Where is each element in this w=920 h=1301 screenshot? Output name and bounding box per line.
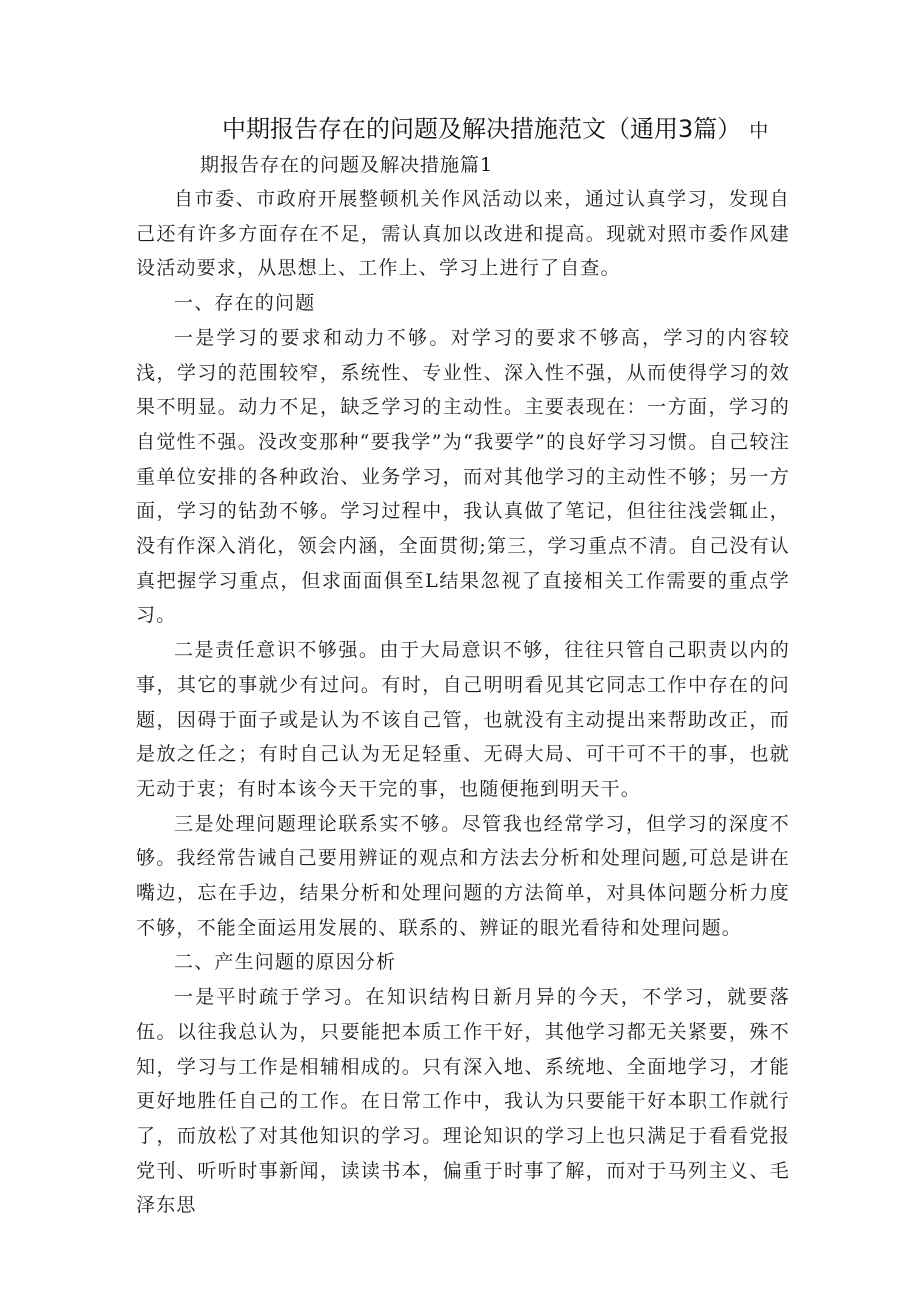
section-heading: 二、产生问题的原因分析 xyxy=(174,951,397,974)
title-text: 中期报告存在的问题及解决措施范文（通用3篇） xyxy=(222,115,742,143)
title-tail: 中 xyxy=(749,120,769,142)
section-heading: 一、存在的问题 xyxy=(174,292,316,315)
paragraph: 一是学习的要求和动力不够。对学习的要求不够高，学习的内容较浅，学习的范围较窄，系统性、专业性、深入性不强，从而使得学习的效果不明显。动力不足，缺乏学习的主动性。主要表现在：一方面，学习的自觉性不强。没改变那种“要我学”为“我要学”的良好学习习惯。自己较注重单位安排的各种政治、业务学习，而对其他学习的主动性不够；另一方面，学习的钻劲不够。学习过程中，我认真做了笔记，但往往浅尝辄止，没有作深入消化，领会内涵，全面贯彻;第三，学习重点不清。自己没有认真把握学习重点，但求面面俱至L结果忽视了直接相关工作需要的重点学习。 xyxy=(136,326,791,627)
paragraph: 自市委、市政府开展整顿机关作风活动以来，通过认真学习，发现自己还有许多方面存在不足，需认真加以改进和提高。现就对照市委作风建设活动要求，从思想上、工作上、学习上进行了自查。 xyxy=(136,188,790,280)
paragraph: 一是平时疏于学习。在知识结构日新月异的今天，不学习，就要落伍。以往我总认为，只要能把本质工作干好，其他学习都无关紧要，殊不知，学习与工作是相辅相成的。只有深入地、系统地、全面地学习，才能更好地胜任自己的工作。在日常工作中，我认为只要能干好本职工作就行了，而放松了对其他知识的学习。理论知识的学习上也只满足于看看党报党刊、听听时事新闻，读读书本，偏重于时事了解，而对于马列主义、毛泽东思 xyxy=(136,986,790,1217)
paragraph: 三是处理问题理论联系实不够。尽管我也经常学习，但学习的深度不够。我经常告诫自己要用辨证的观点和方法去分析和处理问题,可总是讲在嘴边，忘在手边，结果分析和处理问题的方法简单，对具体问题分析力度不够，不能全面运用发展的、联系的、辨证的眼光看待和处理问题。 xyxy=(136,812,790,939)
paragraph: 二是责任意识不够强。由于大局意识不够，往往只管自己职责以内的事，其它的事就少有过问。有时，自己明明看见其它同志工作中存在的问题，因碍于面子或是认为不该自己管，也就没有主动提出来帮助改正，而是放之任之；有时自己认为无足轻重、无碍大局、可干可不干的事，也就无动于衷；有时本该今天干完的事，也随便拖到明天干。 xyxy=(136,639,790,800)
document-body xyxy=(136,182,790,1223)
document-subtitle: 期报告存在的问题及解决措施篇1 xyxy=(200,154,494,176)
document-title xyxy=(222,112,768,148)
